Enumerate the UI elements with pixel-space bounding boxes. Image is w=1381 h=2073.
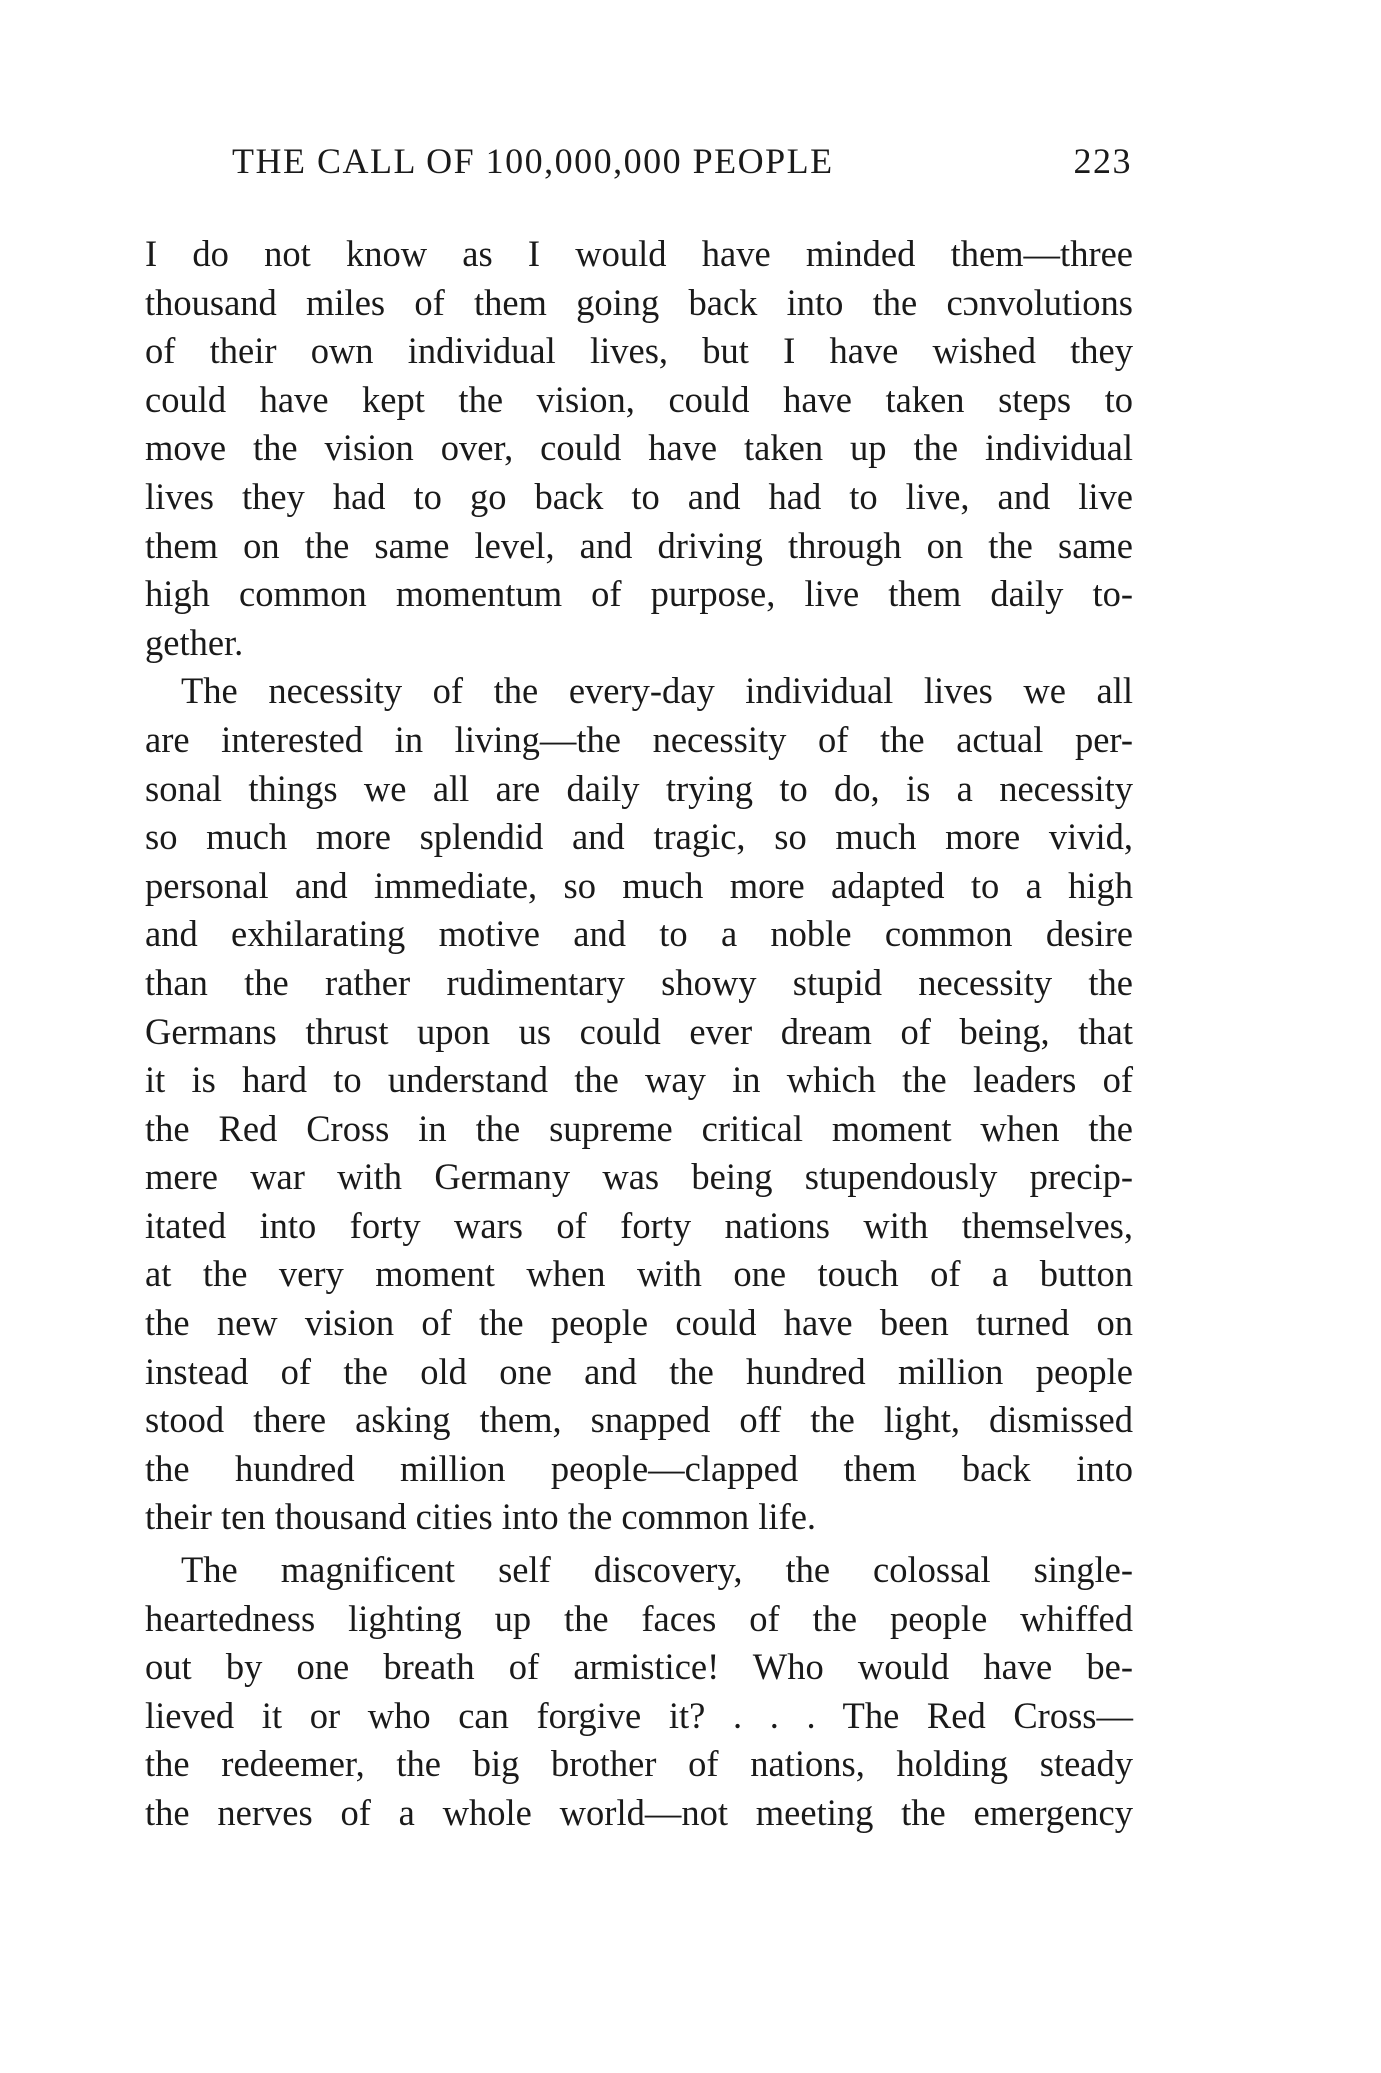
text-line: so much more splendid and tragic, so much more vivid, bbox=[145, 816, 1133, 858]
text-line: instead of the old one and the hundred million people bbox=[145, 1350, 1133, 1392]
text-line: are interested in living—the necessity of the actual per- bbox=[145, 718, 1133, 760]
text-line: lives they had to go back to and had to live, and live bbox=[145, 475, 1133, 517]
text-line: I do not know as I would have minded them—three bbox=[145, 233, 1133, 274]
text-line: move the vision over, could have taken up the individual bbox=[145, 427, 1133, 469]
text-line: Germans thrust upon us could ever dream of being, that bbox=[145, 1010, 1133, 1052]
paragraph bbox=[145, 1546, 1133, 1838]
text-line: gether. bbox=[145, 621, 244, 663]
text-line: the new vision of the people could have been turned on bbox=[145, 1302, 1133, 1344]
text-line: thousand miles of them going back into the cɔnvolutions bbox=[145, 281, 1133, 323]
text-line: than the rather rudimentary showy stupid necessity the bbox=[145, 961, 1133, 1003]
text-line: The magnificent self discovery, the colossal single- bbox=[181, 1549, 1133, 1591]
text-line: out by one breath of armistice! Who would have be- bbox=[145, 1646, 1133, 1688]
text-line: personal and immediate, so much more adapted to a high bbox=[145, 864, 1133, 906]
text-line: sonal things we all are daily trying to do, is a necessity bbox=[145, 767, 1133, 809]
text-line: the nerves of a whole world—not meeting the emergency bbox=[145, 1792, 1133, 1833]
text-line: of their own individual lives, but I have wished they bbox=[145, 330, 1133, 372]
text-line: lieved it or who can forgive it? . . . The Red Cross— bbox=[145, 1694, 1133, 1736]
text-line: the hundred million people—clapped them back into bbox=[145, 1447, 1133, 1489]
text-line: it is hard to understand the way in which the leaders of bbox=[145, 1059, 1133, 1101]
text-line: stood there asking them, snapped off the light, dismissed bbox=[145, 1399, 1133, 1441]
text-line: could have kept the vision, could have taken steps to bbox=[145, 378, 1133, 420]
text-line: the Red Cross in the supreme critical moment when the bbox=[145, 1107, 1133, 1149]
text-line: itated into forty wars of forty nations with themselves, bbox=[145, 1204, 1133, 1246]
running-head bbox=[232, 140, 1132, 190]
text-line: at the very moment when with one touch of a button bbox=[145, 1253, 1133, 1295]
paragraph bbox=[145, 230, 1133, 667]
text-line: mere war with Germany was being stupendously precip- bbox=[145, 1156, 1133, 1198]
paragraph bbox=[145, 667, 1133, 1542]
text-line: heartedness lighting up the faces of the people whiffed bbox=[145, 1597, 1133, 1639]
text-line: and exhilarating motive and to a noble common desire bbox=[145, 913, 1133, 955]
text-line: them on the same level, and driving through on the same bbox=[145, 524, 1133, 566]
running-title: THE CALL OF 100,000,000 PEOPLE bbox=[232, 141, 834, 181]
text-line: high common momentum of purpose, live them daily to- bbox=[145, 573, 1133, 615]
page-number: 223 bbox=[1073, 141, 1132, 181]
text-line: their ten thousand cities into the common life. bbox=[145, 1496, 817, 1538]
body-text bbox=[145, 230, 1133, 1838]
text-line: the redeemer, the big brother of nations, holding steady bbox=[145, 1743, 1133, 1785]
text-line: The necessity of the every-day individual lives we all bbox=[181, 670, 1133, 712]
